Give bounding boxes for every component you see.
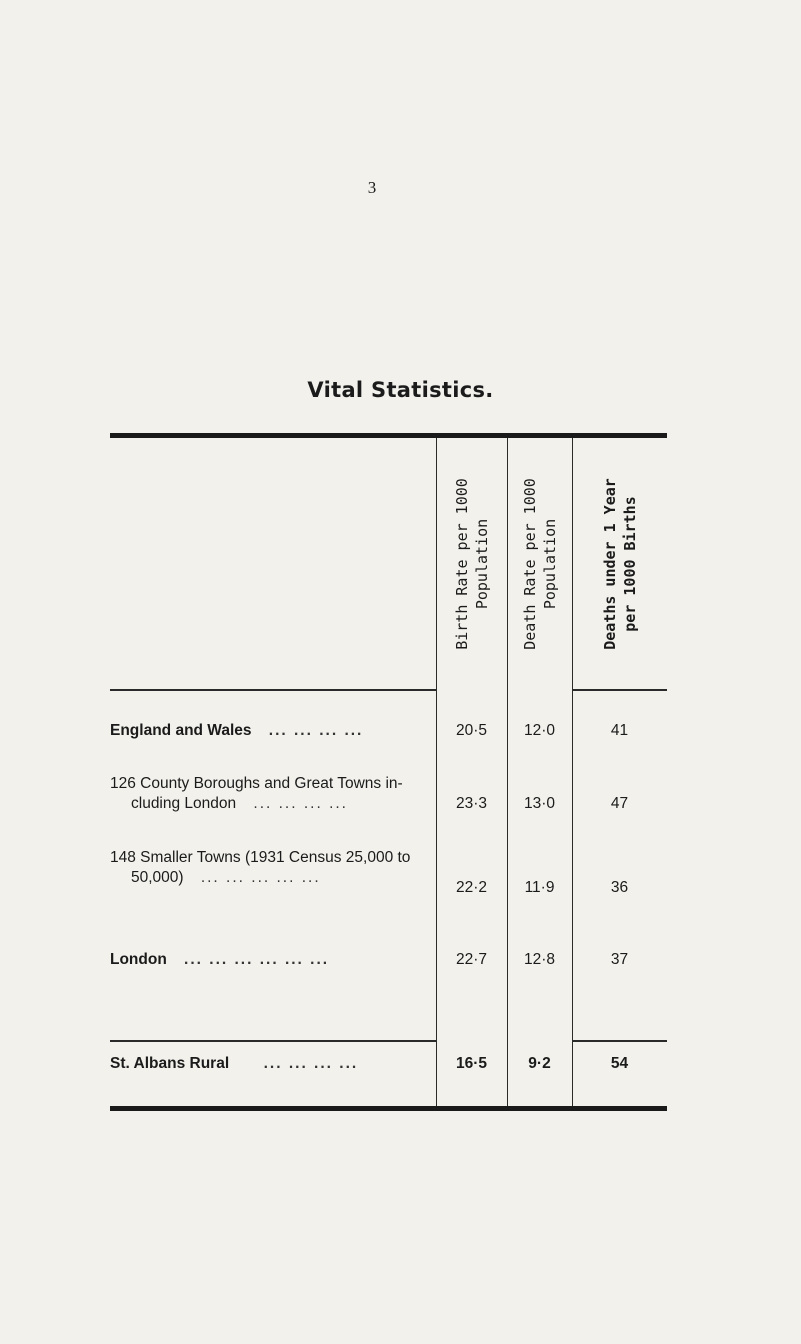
row-label-text: 148 Smaller Towns (1931 Census 25,000 to — [110, 849, 411, 866]
table-row-label — [110, 950, 436, 970]
table-cell: 47 — [610, 795, 629, 812]
column-header-line: Population — [540, 518, 559, 610]
table-bottom-rule — [110, 1106, 667, 1111]
row-separator-rule — [572, 1040, 667, 1042]
page-title: Vital Statistics. — [307, 378, 494, 402]
leader-dots: ... ... ... ... — [253, 795, 348, 812]
row-label-text: 126 County Boroughs and Great Towns in- — [110, 775, 403, 792]
table-cell: 20·5 — [455, 722, 488, 739]
table-cell: 12·0 — [523, 722, 556, 739]
row-label-text: cluding London — [131, 795, 237, 812]
table-cell: 11·9 — [524, 879, 555, 896]
page-number: 3 — [367, 178, 377, 197]
column-header-death-rate — [507, 448, 572, 680]
table-cell: 22·7 — [455, 951, 488, 968]
table-cell: 23·3 — [455, 795, 488, 812]
table-cell: 36 — [610, 879, 629, 896]
row-separator-rule — [110, 1040, 436, 1042]
table-cell: 54 — [610, 1055, 629, 1072]
table-row-label — [110, 721, 436, 741]
row-label-text: England and Wales — [110, 722, 252, 739]
row-label-text: St. Albans Rural — [110, 1055, 230, 1072]
column-header-line: per 1000 Births — [620, 496, 639, 632]
table-cell: 37 — [610, 951, 629, 968]
table-top-rule — [110, 433, 667, 438]
column-header-infant-deaths — [572, 448, 667, 680]
table-row-label — [110, 774, 436, 814]
header-rule — [572, 689, 667, 691]
column-header-line: Birth Rate per 1000 — [452, 478, 471, 650]
leader-dots: ... ... ... ... ... — [200, 869, 321, 886]
table-row-label — [110, 1054, 436, 1074]
header-rule — [110, 689, 436, 691]
table-cell: 12·8 — [523, 951, 556, 968]
table-cell: 16·5 — [455, 1055, 488, 1072]
column-header-line: Deaths under 1 Year — [600, 478, 619, 650]
table-cell: 41 — [610, 722, 629, 739]
leader-dots: ... ... ... ... — [263, 1055, 359, 1072]
column-header-line: Death Rate per 1000 — [520, 478, 539, 650]
row-label-text: 50,000) — [131, 869, 184, 886]
table-row-label — [110, 848, 436, 888]
table-cell: 9·2 — [528, 1055, 551, 1072]
table-cell: 22·2 — [455, 879, 488, 896]
table-cell: 13·0 — [523, 795, 556, 812]
row-label-text: London — [110, 951, 167, 968]
leader-dots: ... ... ... ... — [268, 722, 364, 739]
column-header-line: Population — [472, 518, 491, 610]
leader-dots: ... ... ... ... ... ... — [184, 951, 330, 968]
column-header-birth-rate — [436, 448, 507, 680]
